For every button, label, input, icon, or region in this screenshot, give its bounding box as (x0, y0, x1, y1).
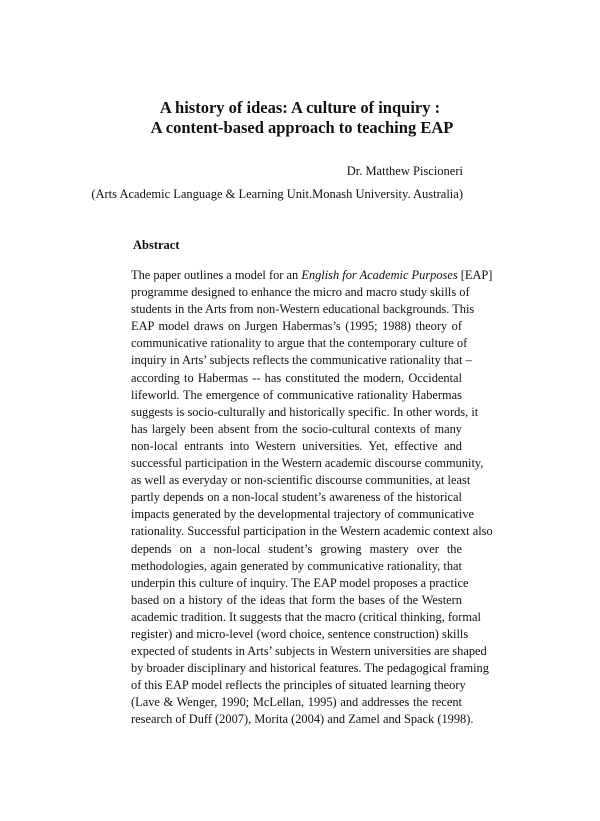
abstract-line (131, 592, 462, 609)
abstract-line (131, 421, 462, 438)
abstract-line (131, 438, 462, 455)
abstract-line (131, 352, 472, 369)
abstract-text: academic tradition. It suggests that the macro (critical thinking, formal (131, 609, 481, 624)
abstract-line (131, 301, 475, 318)
abstract-line (131, 694, 462, 711)
abstract-text: has largely been absent from the socio-cultural contexts of many (131, 421, 462, 436)
abstract-line (131, 506, 475, 523)
abstract-line (131, 677, 466, 694)
abstract-line (131, 387, 462, 404)
abstract-text: research of Duff (2007), Morita (2004) and Zamel and Spack (1998). (131, 712, 474, 727)
abstract-line (131, 643, 487, 660)
abstract-text: expected of students in Arts’ subjects in Western universities are shaped (131, 644, 487, 659)
abstract-heading: Abstract (133, 238, 180, 252)
abstract-line (131, 660, 489, 677)
abstract-text: (Lave & Wenger, 1990; McLellan, 1995) and addresses the recent (131, 695, 462, 710)
abstract-text: as well as everyday or non-scientific discourse communities, at least (131, 473, 471, 488)
abstract-text: students in the Arts from non-Western educational backgrounds. This (131, 302, 475, 317)
abstract-text: inquiry in Arts’ subjects reflects the communicative rationality that – (131, 353, 472, 368)
abstract-line (131, 489, 462, 506)
abstract-line (131, 558, 462, 575)
abstract-emphasis: English for Academic Purposes (301, 268, 458, 282)
abstract-body (131, 267, 493, 729)
abstract-text: methodologies, again generated by communicative rationality, that (131, 558, 462, 573)
abstract-text: [EAP] (457, 268, 493, 282)
abstract-line (131, 455, 484, 472)
abstract-text: impacts generated by the developmental trajectory of communicative (131, 507, 475, 522)
author-name: Dr. Matthew Piscioneri (346, 164, 463, 178)
author-affiliation: (Arts Academic Language & Learning Unit.Monash University. Australia) (91, 187, 463, 201)
abstract-line (131, 626, 469, 643)
abstract-text: based on a history of the ideas that form the bases of the Western (131, 592, 462, 607)
abstract-text: register) and micro-level (word choice, sentence construction) skills (131, 626, 469, 641)
abstract-text: rationality. Successful participation in the Western academic context also (131, 524, 493, 539)
abstract-text: lifeworld. The emergence of communicative rationality Habermas (131, 387, 462, 402)
abstract-line (131, 711, 474, 728)
abstract-text: EAP model draws on Jurgen Habermas’s (1995; 1988) theory of (131, 319, 462, 334)
abstract-line (131, 575, 469, 592)
abstract-text: of this EAP model reflects the principles of situated learning theory (131, 678, 466, 693)
abstract-text: by broader disciplinary and historical features. The pedagogical framing (131, 661, 489, 676)
abstract-text: programme designed to enhance the micro and macro study skills of (131, 285, 470, 300)
abstract-line (131, 472, 471, 489)
abstract-line (131, 335, 468, 352)
paper-title (0, 98, 600, 138)
abstract-line (131, 523, 493, 540)
abstract-text: according to Habermas -- has constituted the modern, Occidental (131, 370, 462, 385)
abstract-text: The paper outlines a model for an (131, 268, 302, 282)
title-line-2: A content-based approach to teaching EAP (150, 118, 454, 137)
abstract-text: communicative rationality to argue that the contemporary culture of (131, 336, 468, 351)
abstract-text: successful participation in the Western academic discourse community, (131, 456, 484, 471)
abstract-line (131, 404, 479, 421)
abstract-line (131, 609, 481, 626)
abstract-text: partly depends on a non-local student’s awareness of the historical (131, 490, 462, 505)
abstract-line (131, 284, 470, 301)
abstract-text: non-local entrants into Western universities. Yet, effective and (131, 438, 462, 453)
abstract-text: suggests is socio-culturally and historically specific. In other words, it (131, 404, 479, 419)
abstract-line (131, 370, 462, 387)
abstract-text: underpin this culture of inquiry. The EAP model proposes a practice (131, 575, 469, 590)
abstract-line (131, 541, 462, 558)
title-line-1: A history of ideas: A culture of inquiry : (159, 98, 441, 117)
abstract-line (131, 318, 462, 335)
abstract-line (131, 267, 493, 284)
abstract-text: depends on a non-local student’s growing mastery over the (131, 541, 462, 556)
